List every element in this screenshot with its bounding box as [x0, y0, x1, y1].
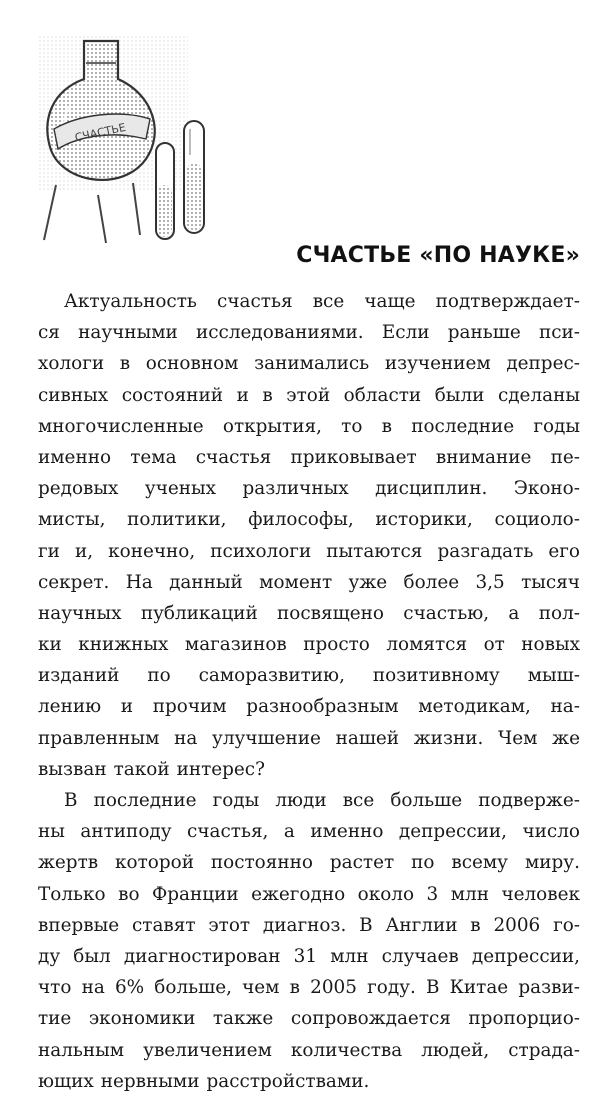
text-line: жертв которой постоянно растет по всему миру. — [38, 852, 580, 874]
text-line: Только во Франции ежегодно около 3 млн человек — [38, 883, 580, 905]
text-line: ки книжных магазинов просто ломятся от новых — [38, 634, 580, 656]
text-line: лению и прочим разнообразным методикам, на- — [38, 696, 580, 718]
text-line: сивных состояний и в этой области были сделаны — [38, 384, 580, 406]
test-tube-short — [156, 143, 174, 239]
text-line: секрет. На данный момент уже более 3,5 тысяч — [38, 571, 580, 593]
text-line: что на 6% больше, чем в 2005 году. В Китае разви- — [38, 977, 580, 999]
section-heading: СЧАСТЬЕ «ПО НАУКЕ» — [296, 243, 580, 268]
text-line: ду был диагностирован 31 млн случаев депрессии, — [38, 945, 580, 967]
text-line: редовых ученых различных дисциплин. Эконо- — [38, 478, 580, 500]
text-line: вызван такой интерес? — [38, 758, 265, 780]
flask-label-text: СЧАСТЬЕ — [73, 120, 127, 145]
text-line: В последние годы люди все больше подвержe- — [64, 790, 580, 811]
text-line: именно тема счастья приковывает внимание пе- — [38, 446, 580, 468]
text-line: Актуальность счастья все чаще подтверждает- — [64, 291, 580, 312]
text-line: мисты, политики, философы, историки, социоло- — [38, 509, 580, 531]
text-line: ги и, конечно, психологи пытаются разгадать его — [38, 540, 580, 562]
text-line: хологи в основном занимались изучением депрес- — [38, 353, 580, 375]
text-line: ны антиподу счастья, а именно депрессии, число — [38, 821, 580, 843]
text-line: правленным на улучшение нашей жизни. Чем же — [38, 727, 580, 749]
tripod-stand — [44, 183, 140, 243]
paragraph — [38, 286, 580, 785]
test-tube-tall — [184, 121, 204, 233]
text-line: тие экономики также сопровождается пропорцио- — [38, 1008, 580, 1030]
flask-test-tubes-illustration — [38, 35, 223, 245]
text-line: многочисленные открытия, то в последние годы — [38, 415, 580, 437]
body-text — [38, 286, 580, 1097]
text-line: впервые ставят этот диагноз. В Англии в 2006 го- — [38, 914, 580, 936]
text-line: научных публикаций посвящено счастью, а пол- — [38, 602, 580, 624]
paragraph — [38, 785, 580, 1097]
text-line: нальным увеличением количества людей, страда- — [38, 1039, 580, 1061]
text-line: изданий по саморазвитию, позитивному мыш- — [38, 665, 580, 687]
text-line: ся научными исследованиями. Если раньше пси- — [38, 322, 580, 344]
text-line: ющих нервными расстройствами. — [38, 1070, 370, 1092]
